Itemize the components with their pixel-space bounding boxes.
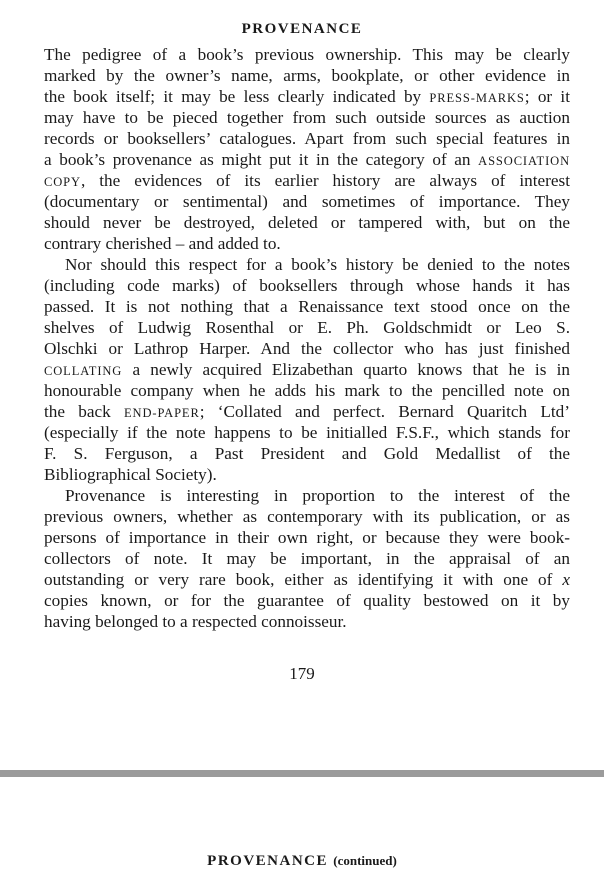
text-run: having belonged to a respected connoisseur. [44,612,347,631]
text-run: copies known, or for the guarantee of quality bestowed on it by [44,591,570,610]
text-line [44,590,570,611]
cross-reference: PRESS-MARKS [429,91,525,105]
text-line [44,254,570,275]
text-run: collectors of note. It may be important, in the appraisal of an [44,549,570,568]
text-line [44,107,570,128]
text-run: should never be destroyed, deleted or tampered with, but on the [44,213,570,232]
text-line [44,485,570,506]
text-line [44,464,570,485]
text-line [44,44,570,65]
continued-heading-suffix: (continued) [333,853,397,868]
text-line [44,506,570,527]
text-line [44,275,570,296]
paragraph [44,44,570,254]
page-heading: PROVENANCE [241,21,363,37]
text-run: may have to be pieced together from such outside sources as auction [44,108,570,127]
text-run: ; ‘Collated and perfect. Bernard Quaritch Ltd’ [199,402,570,421]
text-run: honourable company when he adds his mark to the pencilled note on [44,381,570,400]
text-run: passed. It is not nothing that a Renaissance text stood once on the [44,297,570,316]
text-run: the book itself; it may be less clearly indicated by [44,87,430,106]
text-run: Olschki or Lathrop Harper. And the collector who has just finished [44,339,570,358]
text-run: shelves of Ludwig Rosenthal or E. Ph. Goldschmidt or Leo S. [44,318,570,337]
text-line [44,296,570,317]
text-run: F. S. Ferguson, a Past President and Gold Medallist of the [44,444,570,463]
text-line [44,548,570,569]
text-line [44,527,570,548]
cross-reference: COPY [44,175,81,189]
text-run: persons of importance in their own right, or because they were book- [44,528,570,547]
text-line [44,128,570,149]
paragraph [44,254,570,485]
text-run: (documentary or sentimental) and sometimes of importance. They [44,192,570,211]
text-run: previous owners, whether as contemporary with its publication, or as [44,507,570,526]
text-line [44,380,570,401]
paragraph [44,485,570,632]
text-run: Nor should this respect for a book’s history be denied to the notes [65,255,570,274]
text-run: records or booksellers’ catalogues. Apart from such special features in [44,129,570,148]
cross-reference: COLLATING [44,364,123,378]
text-run: contrary cherished – and added to. [44,234,281,253]
text-run: Provenance is interesting in proportion to the interest of the [65,486,570,505]
text-line [44,317,570,338]
text-run: outstanding or very rare book, either as identifying it with one of [44,570,563,589]
text-line [44,65,570,86]
page-divider [0,770,604,777]
text-run: (including code marks) of booksellers through whose hands it has [44,276,570,295]
text-line [44,359,570,380]
text-line [44,422,570,443]
text-line [44,191,570,212]
text-line [44,149,570,170]
text-line [44,170,570,191]
text-run: , the evidences of its earlier history are always of interest [80,171,570,190]
text-run: a newly acquired Elizabethan quarto knows that he is in [122,360,570,379]
text-line [44,233,570,254]
text-run: marked by the owner’s name, arms, bookplate, or other evidence in [44,66,570,85]
text-line [44,611,570,632]
cross-reference: ASSOCIATION [478,154,570,168]
text-line [44,338,570,359]
text-run: the back [44,402,124,421]
text-line [44,86,570,107]
text-run: a book’s provenance as might put it in the category of an [44,150,479,169]
text-line [44,569,570,590]
text-line [44,212,570,233]
text-line [44,443,570,464]
text-line [44,401,570,422]
text-run: x [562,570,570,589]
text-run: (especially if the note happens to be initialled F.S.F., which stands for [44,423,570,442]
continued-heading [0,853,604,870]
entry-body [44,44,570,632]
text-run: Bibliographical Society). [44,465,217,484]
text-run: ; or it [524,87,570,106]
page-number: 179 [289,664,315,683]
text-run: The pedigree of a book’s previous ownership. This may be clearly [44,45,570,64]
continued-heading-title: PROVENANCE [207,853,329,869]
cross-reference: END-PAPER [124,406,200,420]
